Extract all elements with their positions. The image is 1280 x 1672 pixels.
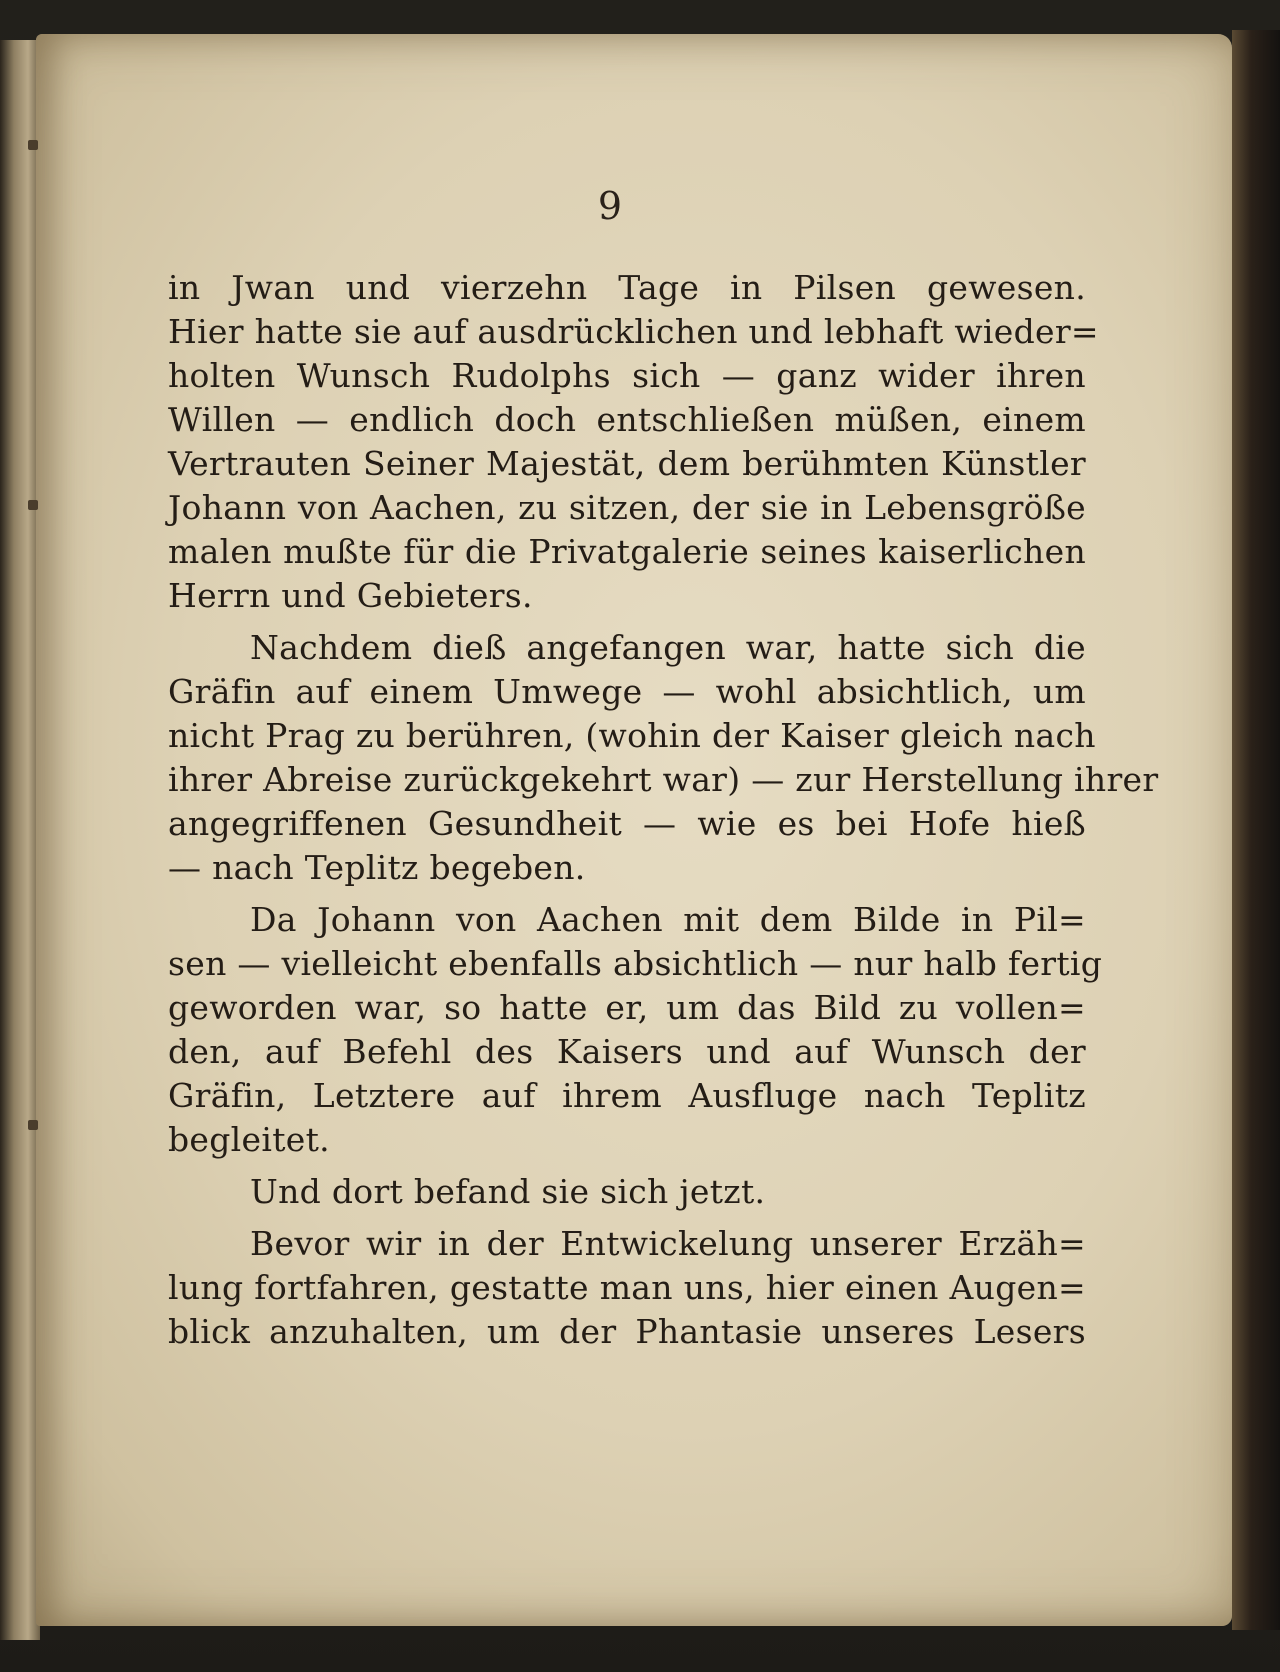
- text-line: begleitet.: [168, 1120, 330, 1159]
- text-line: holten Wunsch Rudolphs sich — ganz wider ihren: [168, 356, 1086, 395]
- paragraph-5: [168, 1222, 1086, 1354]
- text-line: Johann von Aachen, zu sitzen, der sie in Lebensgröße: [168, 488, 1086, 527]
- margin-mark: [28, 140, 38, 150]
- text-line: ihrer Abreise zurückgekehrt war) — zur Herstellung ihrer: [168, 760, 1159, 799]
- text-line: sen — vielleicht ebenfalls absichtlich — nur halb fertig: [168, 944, 1103, 983]
- text-line: Da Johann von Aachen mit dem Bilde in Pil=: [250, 900, 1086, 939]
- paragraph-4: [168, 1170, 1086, 1214]
- paragraph-1: [168, 266, 1099, 618]
- text-line: — nach Teplitz begeben.: [168, 848, 586, 887]
- paragraph-3: [168, 898, 1103, 1162]
- text-line: Vertrauten Seiner Majestät, dem berühmten Künstler: [168, 444, 1086, 483]
- text-line: in Jwan und vierzehn Tage in Pilsen gewesen.: [168, 268, 1086, 307]
- text-line: Gräfin, Letztere auf ihrem Ausfluge nach Teplitz: [168, 1076, 1086, 1115]
- margin-mark: [28, 1120, 38, 1130]
- text-line: geworden war, so hatte er, um das Bild zu vollen=: [168, 988, 1086, 1027]
- text-line: Herrn und Gebieters.: [168, 576, 533, 615]
- book-cover-edge: [1232, 30, 1280, 1630]
- text-line: Bevor wir in der Entwickelung unserer Erzäh=: [250, 1224, 1086, 1263]
- text-line: Hier hatte sie auf ausdrücklichen und lebhaft wieder=: [168, 312, 1099, 351]
- text-line: Willen — endlich doch entschließen müßen, einem: [168, 400, 1086, 439]
- text-line: angegriffenen Gesundheit — wie es bei Hofe hieß: [168, 804, 1086, 843]
- page-number: 9: [597, 184, 623, 228]
- text-line: Nachdem dieß angefangen war, hatte sich die: [250, 628, 1086, 667]
- book-spine: [0, 40, 40, 1640]
- text-line: nicht Prag zu berühren, (wohin der Kaiser gleich nach: [168, 716, 1096, 755]
- margin-mark: [28, 500, 38, 510]
- text-line: Gräfin auf einem Umwege — wohl absichtlich, um: [168, 672, 1086, 711]
- text-line: Und dort befand sie sich jetzt.: [250, 1172, 766, 1211]
- text-line: malen mußte für die Privatgalerie seines kaiserlichen: [168, 532, 1086, 571]
- page-text: [168, 266, 1159, 1362]
- book-page: [36, 34, 1232, 1626]
- text-line: lung fortfahren, gestatte man uns, hier einen Augen=: [168, 1268, 1086, 1307]
- text-line: blick anzuhalten, um der Phantasie unseres Lesers: [168, 1312, 1086, 1351]
- paragraph-2: [168, 626, 1159, 890]
- text-line: den, auf Befehl des Kaisers und auf Wunsch der: [168, 1032, 1086, 1071]
